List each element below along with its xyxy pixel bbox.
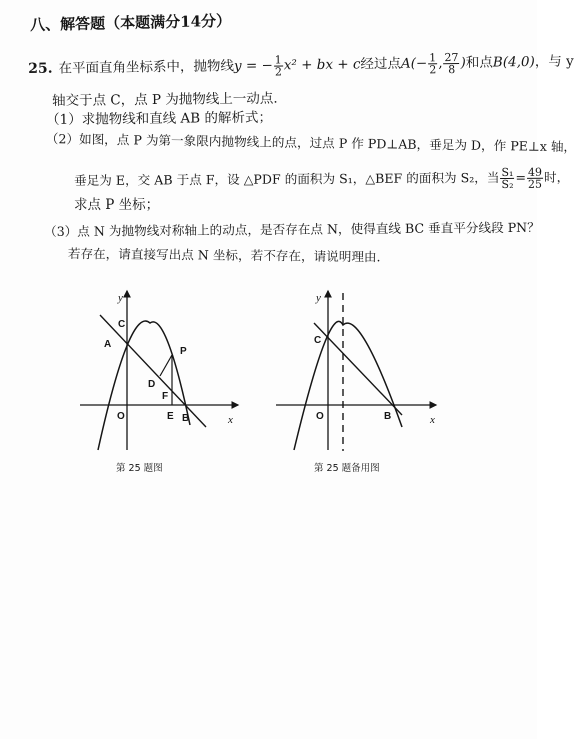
- point-b: B(4,0): [492, 53, 535, 71]
- fig1-parabola: [98, 321, 190, 450]
- part-2-line3: 求点 P 坐标；: [74, 197, 160, 213]
- fig1-label-f: F: [162, 391, 169, 402]
- figure-2-caption: 第 25 题备用图: [314, 463, 380, 474]
- part-1: （1）求抛物线和直线 AB 的解析式；: [46, 109, 273, 128]
- figure-1-caption: 第 25 题图: [116, 463, 163, 474]
- stem-text-d: ，与 y: [534, 53, 574, 70]
- part-3-line1: （3）点 N 为抛物线对称轴上的动点，是否存在点 N，使得直线 BC 垂直平分线段 PN？: [44, 219, 540, 239]
- fig1-label-c: C: [118, 319, 126, 330]
- figure-1: [78, 285, 248, 455]
- point-a-frac-1: $\frac{1}{2}$: [429, 51, 437, 77]
- s1-over-s2: $\frac{\text{S₁}}{\text{S₂}}$: [501, 165, 514, 192]
- fig2-label-o: O: [316, 411, 324, 422]
- part-3-line2: 若存在，请直接写出点 N 坐标，若不存在，请说明理由.: [67, 245, 381, 265]
- part-2-line2-text: 垂足为 E，交 AB 于点 F，设 △PDF 的面积为 S₁，△BEF 的面积为 S₂，当: [74, 170, 500, 188]
- fig2-label-y: y: [316, 292, 321, 304]
- fig1-label-e: E: [167, 411, 174, 422]
- part-2-when: 时，: [543, 169, 570, 185]
- fig2-line-bc: [314, 323, 402, 415]
- fig1-label-o: O: [117, 411, 125, 422]
- stem-eq-y: y = −: [233, 57, 273, 75]
- question-stem-line1: [28, 50, 574, 81]
- fig1-label-a: A: [104, 339, 112, 350]
- question-stem-line2: 轴交于点 C，点 P 为抛物线上一动点.: [52, 90, 278, 109]
- fig2-label-c: C: [314, 335, 322, 346]
- stem-text-b: 经过点: [360, 55, 402, 73]
- question-number: 25.: [28, 60, 53, 77]
- fig1-label-x: x: [228, 414, 233, 426]
- stem-text-c: 和点: [465, 54, 493, 71]
- fig1-label-y: y: [118, 292, 123, 304]
- fig1-label-b: B: [182, 413, 190, 424]
- part-2-equals: =: [515, 169, 527, 185]
- fig1-segment-pd: [160, 355, 172, 376]
- point-a-pre: A(−: [400, 55, 428, 72]
- stem-eq-rest: x² + bx + c: [283, 56, 361, 74]
- point-a-frac-2: $\frac{27}{8}$: [444, 50, 459, 77]
- ratio-fraction: $\frac{49}{25}$: [527, 165, 543, 191]
- part-2-line1: （2）如图，点 P 为第一象限内抛物线上的点，过点 P 作 PD⊥AB，垂足为 D，作 PE⊥x 轴，: [45, 130, 576, 155]
- point-a-post: ): [460, 54, 466, 71]
- fig1-label-p: P: [180, 346, 187, 357]
- stem-text-a: 在平面直角坐标系中，抛物线: [58, 58, 235, 77]
- section-title: 八、解答题（本题满分14分）: [30, 11, 232, 34]
- fig2-parabola: [294, 321, 402, 450]
- point-a-comma: ,: [438, 55, 443, 72]
- fig1-line-ab: [100, 315, 206, 427]
- fig2-label-b: B: [384, 411, 392, 422]
- part-2-line2: [74, 167, 569, 193]
- figure-2: [272, 285, 444, 455]
- fig2-label-x: x: [430, 414, 435, 426]
- fig1-label-d: D: [148, 379, 156, 390]
- stem-frac-1: $\frac{1}{2}$: [274, 53, 283, 79]
